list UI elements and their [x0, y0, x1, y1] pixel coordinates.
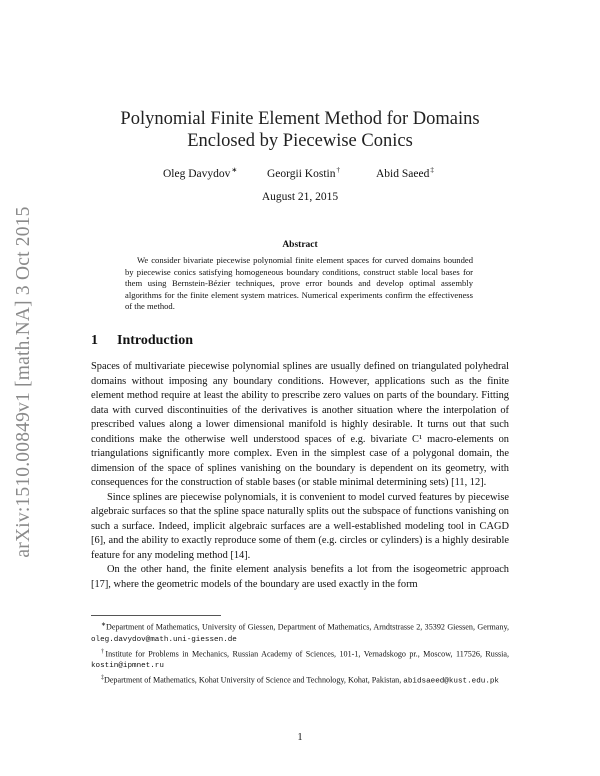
footnote-email[interactable]: kostin@ipmnet.ru	[91, 662, 164, 671]
arxiv-stamp-text: arXiv:1510.00849v1 [math.NA] 3 Oct 2015	[13, 206, 34, 558]
footnote-mark: †	[101, 648, 106, 655]
footnote-email[interactable]: oleg.davydov@math.uni-giessen.de	[91, 635, 237, 644]
paper-title: Polynomial Finite Element Method for Domains Enclosed by Piecewise Conics	[120, 109, 480, 151]
page-number: 1	[297, 732, 303, 743]
footnote-email[interactable]: abidsaeed@kust.edu.pk	[403, 678, 499, 687]
footnote-mark: ‡	[101, 675, 104, 682]
footnote	[91, 620, 509, 646]
footnote-text: Department of Mathematics, University of Giessen, Department of Mathematics, Arndtstrasse 2, 35392 Giessen, Germany,	[106, 622, 509, 632]
author	[376, 166, 434, 180]
author-name: Abid Saeed	[376, 167, 430, 180]
footnote-text: Institute for Problems in Mechanics, Russian Academy of Sciences, 101-1, Vernadskogo pr., Moscow, 117526, Russia,	[105, 649, 510, 659]
body-text	[91, 360, 509, 592]
paragraph: Since splines are piecewise polynomials, it is convenient to model curved features by piecewise algebraic surfaces so that the spline space naturally splits out the subspace of functions vanishing on such a surface. Indeed, implicit algebraic surfaces are a well-established modeling tool in CAGD [6], and the ability to exactly reproduce some of them (e.g. circles or cylinders) is a highly desirable feature for any modeling method [14].	[91, 491, 509, 561]
footnote-mark: ∗	[101, 622, 107, 628]
author-name: Oleg Davydov	[163, 167, 231, 180]
author-mark: ‡	[430, 166, 434, 174]
footnote-rule	[91, 615, 221, 616]
footnote-text: Department of Mathematics, Kohat University of Science and Technology, Kohat, Pakistan,	[104, 676, 402, 686]
section-number: 1	[91, 333, 98, 348]
paragraph: On the other hand, the finite element analysis benefits a lot from the isogeometric approach [17], where the geometric models of the boundary are used exactly in the form	[91, 564, 509, 590]
author-list	[0, 166, 600, 182]
author	[267, 166, 340, 180]
footnote	[91, 647, 509, 673]
abstract-heading: Abstract	[282, 240, 318, 250]
paragraph: Spaces of multivariate piecewise polynomial splines are usually defined on triangulated polyhedral domains without imposing any boundary conditions. However, applications such as the finite element method require at least the ability to prescribe zero values on parts of the boundary. Fitting data with curved discontinuities of the derivatives is another situation where the interpolation of prescribed values along a lower dimensional manifold is highly desirable. It turns out that such conditions make the otherwise well understood spaces of e.g. bivariate C¹ macro-elements on triangulations significantly more complex. Even in the simplest case of a polygonal domain, the dimension of the space of splines vanishing on the boundary is dependent on its geometry, with consequences for the construction of stable bases (or stable minimal determining sets) [11, 12].	[91, 361, 509, 488]
author	[163, 166, 237, 180]
abstract-text: We consider bivariate piecewise polynomial finite element spaces for curved domains bounded by piecewise conics satisfying homogeneous boundary conditions, construct stable local bases for them using Bernstein-Bézier techniques, prove error bounds and develop optimal assembly algorithms for the finite element system matrices. Numerical experiments confirm the effectiveness of the method.	[125, 255, 473, 312]
author-mark: †	[336, 166, 340, 174]
section-heading	[91, 333, 193, 349]
author-name: Georgii Kostin	[267, 167, 336, 180]
abstract	[125, 255, 473, 313]
paper-date: August 21, 2015	[261, 191, 339, 203]
footnote	[91, 673, 509, 688]
footnotes	[91, 620, 509, 689]
section-title: Introduction	[117, 333, 193, 348]
author-mark: ∗	[231, 166, 238, 174]
